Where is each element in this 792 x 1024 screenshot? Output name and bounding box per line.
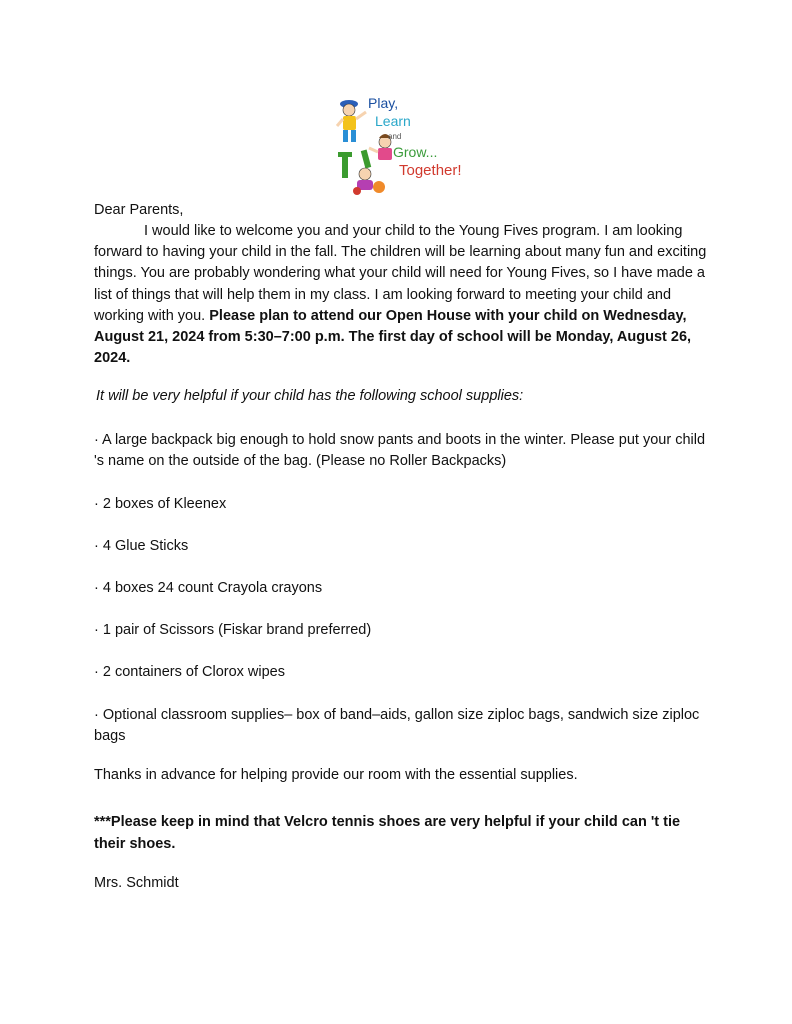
logo-word-together: Together! <box>399 162 462 179</box>
supply-item: · 2 containers of Clorox wipes <box>94 664 285 680</box>
supply-item: · 1 pair of Scissors (Fiskar brand preferred) <box>94 622 372 638</box>
supply-item: · 2 boxes of Kleenex <box>94 496 227 512</box>
logo-word-play: Play, <box>368 95 399 111</box>
logo-word-learn: Learn <box>375 113 411 129</box>
intro-text: I would like to welcome you and your child to the Young Fives program. I am looking forward to having your child in the fall. The children will be learning about many fun and exciting things. You are probably wondering what your child will need for Young Fives, so I have made a list of things that will help them in my class. I am looking forward to meeting your child and working with you. <box>94 223 707 324</box>
logo-word-grow: Grow... <box>393 144 438 160</box>
supply-item: · Optional classroom supplies– box of band–aids, gallon size ziploc bags, sandwich size ziploc bags <box>94 707 700 744</box>
supply-item: · 4 Glue Sticks <box>94 538 189 554</box>
open-house-announcement: Please plan to attend our Open House with your child on Wednesday, August 21, 2024 from 5:30–7:00 p.m. The first day of school will be Monday, August 26, 2024. <box>94 307 692 367</box>
letter-intro-paragraph <box>94 221 714 369</box>
velcro-shoes-note: ***Please keep in mind that Velcro tennis shoes are very helpful if your child can 't tie their shoes. <box>94 814 681 852</box>
letter-greeting: Dear Parents, <box>94 202 184 218</box>
supply-item: · 4 boxes 24 count Crayola crayons <box>94 580 323 596</box>
supplies-heading: It will be very helpful if your child has the following school supplies: <box>96 388 524 404</box>
logo-word-and: and <box>388 132 402 141</box>
supply-item: · A large backpack big enough to hold snow pants and boots in the winter. Please put your child 's name on the outside of the bag. (Please no Roller Backpacks) <box>94 432 706 469</box>
signature: Mrs. Schmidt <box>94 875 179 891</box>
play-learn-grow-logo <box>335 92 475 198</box>
thanks-line: Thanks in advance for helping provide our room with the essential supplies. <box>94 767 578 783</box>
